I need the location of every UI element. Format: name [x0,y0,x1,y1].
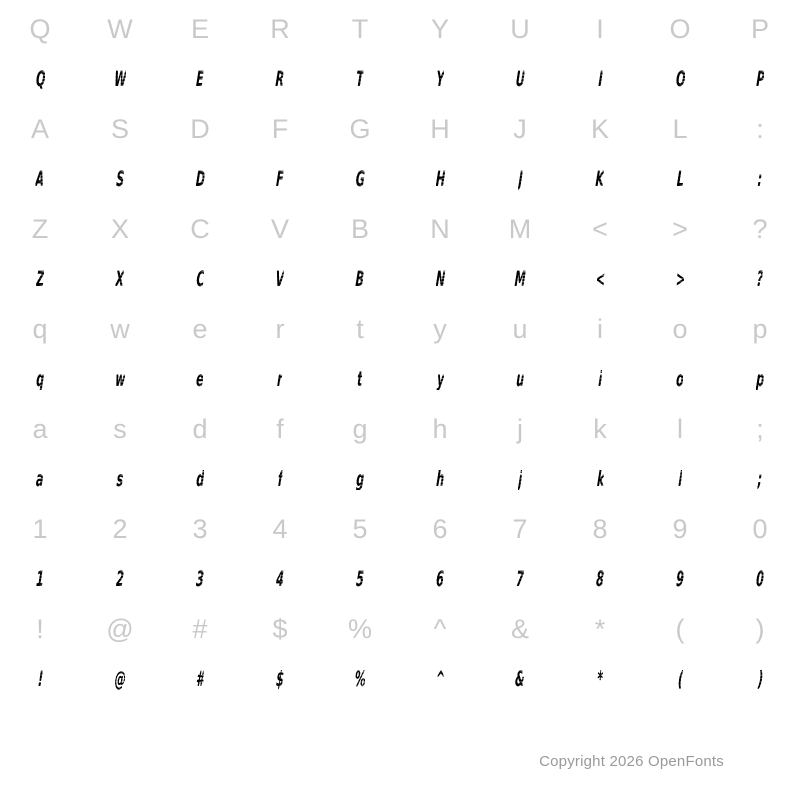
reference-glyph-cell [480,204,560,254]
reference-glyph: E [190,13,209,44]
reference-glyph: S [110,113,129,144]
reference-glyph-cell [640,404,720,454]
reference-glyph-cell [560,304,640,354]
reference-glyph: r [275,313,285,344]
reference-glyph-cell [160,4,240,54]
sample-glyph-cell [640,354,720,404]
sample-glyph: $ [275,666,285,691]
reference-glyph-cell [720,404,800,454]
sample-glyph: I [597,66,603,91]
sample-glyph-cell [320,454,400,504]
reference-glyph-cell [560,4,640,54]
sample-glyph: T [355,66,365,91]
sample-glyph: y [436,366,444,391]
sample-glyph: i [597,366,603,391]
sample-glyph-cell [640,554,720,604]
reference-glyph-cell [720,604,800,654]
reference-glyph: A [30,113,49,144]
sample-glyph-cell [400,354,480,404]
reference-glyph-cell [0,304,80,354]
sample-glyph: k [595,466,605,491]
sample-glyph: J [517,166,523,191]
reference-glyph: ^ [433,613,447,644]
sample-glyph-cell [80,54,160,104]
sample-glyph-cell [480,454,560,504]
reference-glyph-cell [240,204,320,254]
reference-glyph-cell [240,504,320,554]
reference-glyph: G [349,113,371,144]
sample-glyph-cell [640,454,720,504]
sample-glyph-cell [480,254,560,304]
reference-glyph-cell [240,4,320,54]
reference-glyph-cell [560,204,640,254]
reference-glyph-cell [160,504,240,554]
reference-glyph-cell [160,204,240,254]
reference-glyph: 9 [672,513,688,544]
reference-glyph: 1 [32,513,48,544]
reference-glyph: ; [756,413,764,444]
sample-glyph-cell [560,54,640,104]
reference-glyph-cell [160,404,240,454]
reference-glyph: ! [36,613,44,644]
sample-glyph: h [435,466,445,491]
reference-glyph: ) [755,613,765,644]
reference-glyph-cell [720,204,800,254]
reference-glyph: 8 [592,513,608,544]
reference-glyph-cell [480,404,560,454]
sample-glyph: X [115,266,125,291]
sample-glyph-cell [0,654,80,704]
reference-glyph-cell [240,404,320,454]
sample-glyph: j [517,466,523,491]
reference-glyph: % [347,613,372,644]
reference-glyph: F [271,113,289,144]
sample-glyph-cell [160,254,240,304]
reference-glyph-cell [80,604,160,654]
reference-glyph-cell [400,404,480,454]
reference-glyph: j [517,413,523,444]
sample-glyph: ! [37,666,43,691]
sample-glyph-cell [720,154,800,204]
sample-glyph-cell [560,254,640,304]
reference-glyph: l [677,413,683,444]
reference-glyph: w [110,313,130,344]
sample-glyph-cell [80,654,160,704]
reference-glyph: M [508,213,532,244]
reference-glyph-cell [480,4,560,54]
reference-glyph-cell [0,604,80,654]
reference-glyph-cell [480,104,560,154]
reference-glyph-cell [720,504,800,554]
sample-glyph: q [35,366,45,391]
reference-glyph: d [192,413,208,444]
reference-glyph: J [513,113,527,144]
reference-glyph: I [596,13,604,44]
reference-glyph-cell [560,604,640,654]
sample-glyph-cell [720,54,800,104]
reference-glyph: W [107,13,133,44]
sample-glyph: K [595,166,605,191]
reference-glyph-cell [240,104,320,154]
reference-glyph: s [113,413,127,444]
sample-glyph: % [354,666,366,691]
sample-glyph-cell [0,554,80,604]
reference-glyph-cell [320,204,400,254]
sample-glyph-cell [720,554,800,604]
sample-glyph-cell [720,454,800,504]
reference-glyph: 0 [752,513,768,544]
sample-glyph: O [674,66,686,91]
reference-glyph-cell [80,104,160,154]
reference-glyph: 7 [512,513,528,544]
reference-glyph: & [510,613,529,644]
reference-glyph: y [433,313,447,344]
sample-glyph: a [35,466,45,491]
reference-glyph-cell [0,104,80,154]
sample-glyph-cell [160,554,240,604]
sample-glyph: l [677,466,683,491]
sample-glyph: S [115,166,125,191]
sample-glyph: > [675,266,685,291]
sample-glyph: 4 [275,566,285,591]
sample-glyph-cell [480,54,560,104]
sample-glyph-cell [80,354,160,404]
reference-glyph: P [750,13,769,44]
reference-glyph-cell [640,4,720,54]
reference-glyph-cell [640,204,720,254]
reference-glyph: k [593,413,607,444]
sample-glyph: 2 [115,566,125,591]
sample-glyph: ; [757,466,763,491]
reference-glyph: R [270,13,290,44]
reference-glyph-cell [400,504,480,554]
sample-glyph-cell [160,54,240,104]
reference-glyph-cell [160,604,240,654]
reference-glyph-cell [320,104,400,154]
reference-glyph: f [276,413,284,444]
reference-glyph-cell [640,504,720,554]
sample-glyph: d [195,466,205,491]
sample-glyph: u [515,366,525,391]
reference-glyph: > [672,213,688,244]
reference-glyph: 3 [192,513,208,544]
reference-glyph-cell [560,504,640,554]
sample-glyph: E [195,66,205,91]
sample-glyph-cell [400,654,480,704]
reference-glyph: 6 [432,513,448,544]
sample-glyph-cell [480,554,560,604]
sample-glyph-cell [480,354,560,404]
sample-glyph: 3 [195,566,205,591]
sample-glyph: ^ [435,666,445,691]
sample-glyph: s [116,466,124,491]
reference-glyph: L [672,113,688,144]
reference-glyph-cell [720,4,800,54]
reference-glyph: < [592,213,608,244]
reference-glyph: g [352,413,368,444]
sample-glyph-cell [400,54,480,104]
sample-glyph-cell [80,154,160,204]
reference-glyph-cell [480,604,560,654]
sample-glyph-cell [160,654,240,704]
reference-glyph-cell [80,504,160,554]
reference-glyph: $ [272,613,288,644]
sample-glyph-cell [480,654,560,704]
sample-glyph: 1 [35,566,45,591]
sample-glyph: 0 [755,566,765,591]
sample-glyph-cell [640,654,720,704]
reference-glyph: # [192,613,208,644]
sample-glyph: B [355,266,365,291]
reference-glyph: N [430,213,450,244]
sample-glyph-cell [320,654,400,704]
reference-glyph-cell [560,404,640,454]
sample-glyph: F [275,166,285,191]
sample-glyph: : [757,166,763,191]
sample-glyph-cell [320,254,400,304]
sample-glyph: < [595,266,605,291]
sample-glyph-cell [400,154,480,204]
sample-glyph-cell [720,654,800,704]
sample-glyph-cell [240,554,320,604]
reference-glyph-cell [80,204,160,254]
reference-glyph-cell [400,304,480,354]
reference-glyph: K [590,113,609,144]
sample-glyph-cell [560,354,640,404]
sample-glyph: G [355,166,365,191]
reference-glyph-cell [720,304,800,354]
reference-glyph-cell [240,304,320,354]
sample-glyph: ( [677,666,683,691]
reference-glyph-cell [80,4,160,54]
sample-glyph: R [275,66,285,91]
sample-glyph-cell [0,254,80,304]
sample-glyph-cell [240,154,320,204]
sample-glyph: D [195,166,205,191]
sample-glyph: W [113,66,127,91]
sample-glyph-cell [640,54,720,104]
reference-glyph-cell [0,504,80,554]
reference-glyph-cell [640,604,720,654]
sample-glyph: f [277,466,283,491]
reference-glyph-cell [320,404,400,454]
sample-glyph-cell [640,154,720,204]
sample-glyph-cell [320,154,400,204]
sample-glyph: g [355,466,365,491]
sample-glyph-cell [640,254,720,304]
reference-glyph-cell [320,504,400,554]
sample-glyph-cell [320,554,400,604]
sample-glyph: 6 [435,566,445,591]
sample-glyph-cell [560,454,640,504]
sample-glyph: # [195,666,205,691]
sample-glyph: 9 [675,566,685,591]
reference-glyph: u [512,313,528,344]
reference-glyph: O [669,13,691,44]
reference-glyph: H [430,113,450,144]
sample-glyph: N [435,266,445,291]
sample-glyph-cell [160,154,240,204]
sample-glyph: Q [34,66,46,91]
sample-glyph-cell [80,454,160,504]
reference-glyph-cell [400,4,480,54]
sample-glyph-cell [0,454,80,504]
sample-glyph-cell [80,254,160,304]
sample-glyph: p [755,366,765,391]
reference-glyph-cell [400,204,480,254]
reference-glyph: U [510,13,530,44]
sample-glyph-cell [240,54,320,104]
copyright-notice: Copyright 2026 OpenFonts [539,753,724,770]
reference-glyph: @ [106,613,134,644]
reference-glyph-cell [160,304,240,354]
reference-glyph-cell [320,304,400,354]
sample-glyph-cell [480,154,560,204]
sample-glyph-cell [560,554,640,604]
sample-glyph: @ [114,666,126,691]
reference-glyph: 5 [352,513,368,544]
sample-glyph: t [357,366,364,391]
sample-glyph-cell [0,154,80,204]
sample-glyph: 5 [355,566,365,591]
sample-glyph-cell [160,354,240,404]
reference-glyph: ? [752,213,768,244]
sample-glyph-cell [320,354,400,404]
reference-glyph-cell [320,604,400,654]
reference-glyph: i [597,313,603,344]
sample-glyph-cell [0,54,80,104]
reference-glyph: B [350,213,369,244]
sample-glyph: r [276,366,284,391]
sample-glyph-cell [400,554,480,604]
reference-glyph: C [190,213,210,244]
sample-glyph-cell [240,454,320,504]
reference-glyph-cell [240,604,320,654]
sample-glyph: * [596,666,604,691]
sample-glyph: 7 [515,566,525,591]
sample-glyph: L [676,166,684,191]
sample-glyph: V [275,266,285,291]
sample-glyph-cell [320,54,400,104]
sample-glyph: o [675,366,685,391]
sample-glyph-cell [240,654,320,704]
sample-glyph: e [195,366,205,391]
reference-glyph: a [32,413,48,444]
sample-glyph: ) [757,666,763,691]
reference-glyph-cell [0,204,80,254]
sample-glyph: Y [435,66,445,91]
sample-glyph-cell [720,254,800,304]
sample-glyph-cell [160,454,240,504]
reference-glyph: : [756,113,764,144]
reference-glyph-cell [80,304,160,354]
sample-glyph: P [755,66,765,91]
sample-glyph-cell [560,154,640,204]
sample-glyph: A [35,166,45,191]
reference-glyph-cell [80,404,160,454]
reference-glyph: Z [31,213,49,244]
sample-glyph: Z [35,266,45,291]
sample-glyph-cell [240,254,320,304]
sample-glyph-cell [80,554,160,604]
sample-glyph: w [114,366,126,391]
reference-glyph-cell [320,4,400,54]
reference-glyph: * [594,613,606,644]
reference-glyph: T [351,13,369,44]
sample-glyph: ? [756,266,764,291]
reference-glyph-cell [480,304,560,354]
sample-glyph-cell [0,354,80,404]
reference-glyph: Y [430,13,449,44]
reference-glyph: q [32,313,48,344]
reference-glyph-cell [720,104,800,154]
reference-glyph-cell [0,404,80,454]
sample-glyph: M [514,266,526,291]
sample-glyph-cell [720,354,800,404]
reference-glyph-cell [640,304,720,354]
reference-glyph-cell [400,604,480,654]
reference-glyph: Q [29,13,51,44]
sample-glyph: 8 [595,566,605,591]
reference-glyph: ( [675,613,685,644]
sample-glyph-cell [400,454,480,504]
sample-glyph: H [435,166,445,191]
sample-glyph-cell [560,654,640,704]
reference-glyph: 2 [112,513,128,544]
reference-glyph: p [752,313,768,344]
reference-glyph-cell [400,104,480,154]
sample-glyph-cell [400,254,480,304]
reference-glyph-cell [560,104,640,154]
sample-glyph: & [514,666,526,691]
reference-glyph: t [356,313,364,344]
reference-glyph: h [432,413,448,444]
reference-glyph: V [270,213,289,244]
reference-glyph: 4 [272,513,288,544]
reference-glyph: D [190,113,210,144]
reference-glyph: o [672,313,688,344]
reference-glyph-cell [0,4,80,54]
sample-glyph-cell [240,354,320,404]
reference-glyph: e [192,313,208,344]
sample-glyph: U [515,66,525,91]
reference-glyph: X [110,213,129,244]
sample-glyph: C [195,266,205,291]
reference-glyph-cell [640,104,720,154]
reference-glyph-cell [480,504,560,554]
reference-glyph-cell [160,104,240,154]
